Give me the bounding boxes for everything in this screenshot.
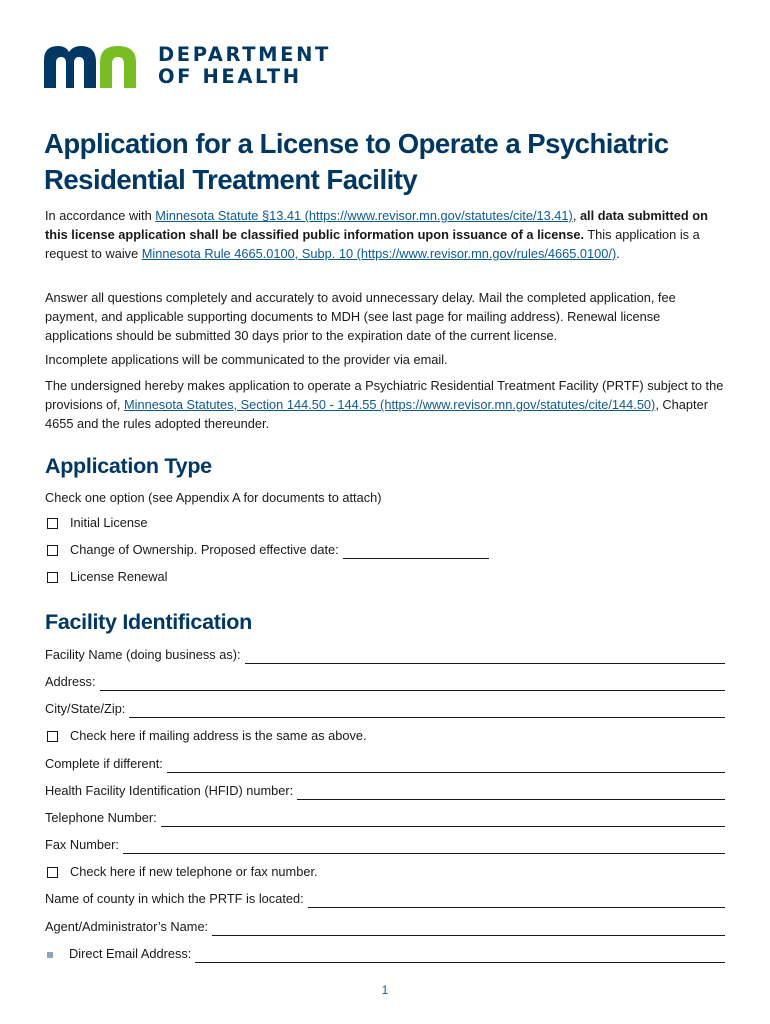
city-state-zip-label: City/State/Zip: — [45, 701, 126, 716]
mailing-same-checkbox[interactable] — [47, 731, 58, 742]
direct-email-field[interactable] — [195, 948, 725, 963]
mdh-logo — [44, 44, 344, 92]
facility-identification-heading: Facility Identification — [45, 610, 252, 634]
page-title — [44, 126, 734, 198]
mn-logo-mark-icon — [44, 44, 148, 90]
facility-name-row — [45, 644, 725, 664]
p4-text-b: , Chapter 4655 and the rules adopted thereunder. — [45, 397, 708, 431]
p1-text-d: . — [616, 246, 620, 261]
facility-name-label: Facility Name (doing business as): — [45, 647, 241, 662]
telephone-field[interactable] — [161, 812, 725, 827]
statute-144-50-link[interactable]: Minnesota Statutes, Section 144.50 - 144.55 (https://www.revisor.mn.gov/statutes/cite/144.50) — [123, 397, 656, 412]
p1-text-c: This application is a request to waive — [45, 227, 700, 261]
telephone-row — [45, 807, 725, 827]
p1-bold-text: all data submitted on this license application shall be classified public information upon issuance of a license. — [45, 208, 708, 242]
address-field[interactable] — [100, 676, 725, 691]
city-state-zip-row — [45, 698, 725, 718]
mailing-same-row — [45, 725, 367, 745]
application-type-instruction: Check one option (see Appendix A for documents to attach) — [45, 490, 382, 505]
complete-if-different-label: Complete if different: — [45, 756, 163, 771]
intro-paragraph-2: Answer all questions completely and accurately to avoid unnecessary delay. Mail the completed application, fee payment, and applicable supporting documents to MDH (see last page for mailing address). Renewal license applications should be submitted 30 days prior to the expiration date of the current license. — [45, 290, 676, 343]
license-renewal-label: License Renewal — [70, 569, 168, 584]
fax-label: Fax Number: — [45, 837, 119, 852]
logo-text-department: DEPARTMENT — [158, 43, 331, 66]
effective-date-field[interactable] — [343, 544, 489, 559]
title-line-1: Application for a License to Operate a Psychiatric — [44, 128, 669, 159]
fax-row — [45, 834, 725, 854]
address-row — [45, 671, 725, 691]
p4-text-a: The undersigned hereby makes application to operate a Psychiatric Residential Treatment Facility (PRTF) subject to the provisions of, — [45, 378, 724, 412]
initial-license-checkbox[interactable] — [47, 518, 58, 529]
rule-4665-link[interactable]: Minnesota Rule 4665.0100, Subp. 10 (https://www.revisor.mn.gov/rules/4665.0100/) — [141, 246, 617, 261]
change-of-ownership-checkbox[interactable] — [47, 545, 58, 556]
direct-email-row — [45, 943, 725, 963]
fax-field[interactable] — [123, 839, 725, 854]
application-type-heading: Application Type — [45, 454, 212, 478]
city-state-zip-field[interactable] — [129, 703, 725, 718]
statute-13-41-link[interactable]: Minnesota Statute §13.41 (https://www.revisor.mn.gov/statutes/cite/13.41) — [155, 208, 573, 223]
hfid-row — [45, 780, 725, 800]
hfid-field[interactable] — [297, 785, 725, 800]
logo-wordmark — [158, 44, 331, 88]
bullet-icon — [47, 952, 53, 958]
county-row — [45, 888, 725, 908]
hfid-label: Health Facility Identification (HFID) number: — [45, 783, 294, 798]
page-number: 1 — [381, 983, 389, 997]
county-field[interactable] — [308, 893, 725, 908]
intro-paragraph-1 — [45, 206, 730, 263]
intro-paragraph-4 — [45, 376, 730, 433]
option-initial-license — [45, 512, 148, 532]
initial-license-label: Initial License — [70, 515, 148, 530]
option-license-renewal — [45, 566, 167, 586]
p1-text-b: , — [572, 208, 580, 223]
new-phone-fax-row — [45, 861, 318, 881]
new-phone-fax-checkbox[interactable] — [47, 867, 58, 878]
agent-name-label: Agent/Administrator’s Name: — [45, 919, 209, 934]
intro-paragraph-3: Incomplete applications will be communicated to the provider via email. — [45, 352, 448, 367]
title-line-2: Residential Treatment Facility — [44, 164, 418, 195]
agent-name-field[interactable] — [212, 921, 725, 936]
complete-if-different-row — [45, 753, 725, 773]
license-renewal-checkbox[interactable] — [47, 572, 58, 583]
facility-name-field[interactable] — [245, 649, 725, 664]
mailing-address-field[interactable] — [167, 758, 725, 773]
direct-email-label: Direct Email Address: — [69, 946, 192, 961]
agent-name-row — [45, 916, 725, 936]
option-change-of-ownership — [45, 539, 489, 559]
p1-text-a: In accordance with — [45, 208, 156, 223]
new-phone-fax-label: Check here if new telephone or fax number. — [70, 864, 318, 879]
county-label: Name of county in which the PRTF is located: — [45, 891, 304, 906]
change-of-ownership-label: Change of Ownership. Proposed effective date: — [70, 542, 339, 557]
telephone-label: Telephone Number: — [45, 810, 157, 825]
address-label: Address: — [45, 674, 96, 689]
logo-text-of-health: OF HEALTH — [158, 65, 302, 88]
mailing-same-label: Check here if mailing address is the same as above. — [70, 728, 367, 743]
